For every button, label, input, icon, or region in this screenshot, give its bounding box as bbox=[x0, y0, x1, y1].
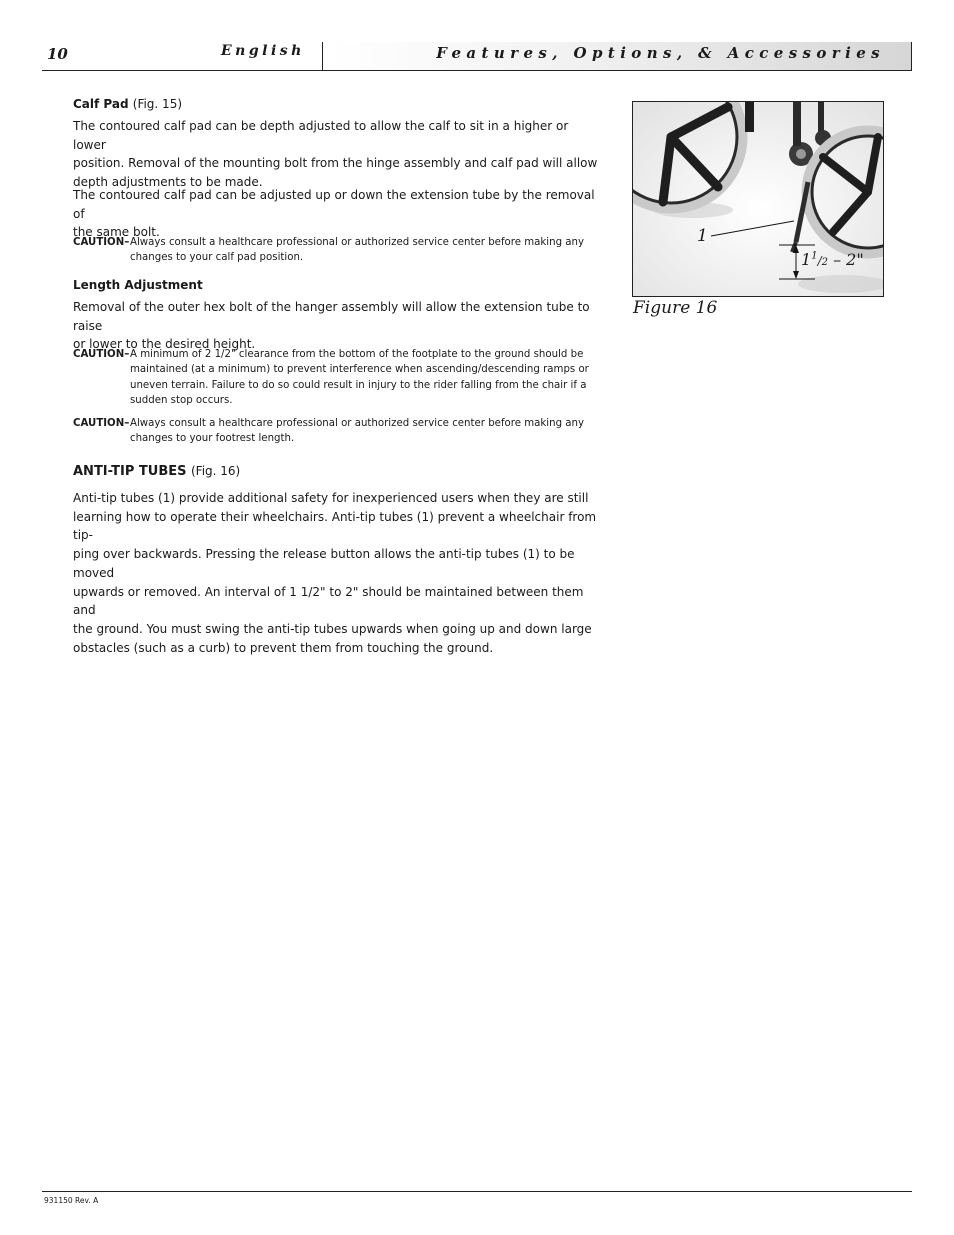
length-adjustment-heading: Length Adjustment bbox=[73, 278, 203, 292]
text-line: changes to your calf pad position. bbox=[130, 252, 304, 264]
calf-pad-paragraph-1 bbox=[73, 117, 603, 192]
dimension-whole: 1 bbox=[801, 250, 812, 269]
anti-tip-section bbox=[73, 463, 603, 480]
text-line: The contoured calf pad can be depth adjusted to allow the calf to sit in a higher or lower bbox=[73, 119, 569, 152]
text-line: or lower to the desired height. bbox=[73, 337, 256, 352]
dimension-numerator: 1 bbox=[811, 250, 818, 262]
section-title: Features, Options, & Accessories bbox=[436, 44, 885, 62]
length-adjustment-section bbox=[73, 277, 603, 293]
dimension-label: $1^1/2 - 2$" bbox=[801, 250, 864, 269]
dimension-denominator: 2 bbox=[821, 257, 828, 268]
text-line: changes to your footrest length. bbox=[130, 433, 295, 445]
calf-pad-paragraph-2 bbox=[73, 186, 603, 242]
caution-clearance bbox=[73, 347, 603, 409]
text-line: maintained (at a minimum) to prevent interference when ascending/descending ramps or bbox=[130, 364, 589, 376]
text-line: uneven terrain. Failure to do so could result in injury to the rider falling from the chair if a bbox=[130, 379, 587, 391]
language-label: English bbox=[221, 43, 305, 59]
text-line: Always consult a healthcare professional or authorized service center before making any bbox=[130, 418, 585, 429]
text-line: depth adjustments to be made. bbox=[73, 175, 263, 190]
text-line: upwards or removed. An interval of 1 1/2" to 2" should be maintained between them and bbox=[73, 584, 584, 618]
text-line: the same bolt. bbox=[73, 225, 160, 240]
footer-rule bbox=[42, 1191, 912, 1192]
figure-16-image bbox=[632, 101, 884, 297]
text-line: Removal of the outer hex bolt of the hanger assembly will allow the extension tube to raise bbox=[73, 300, 590, 333]
text-line: ping over backwards. Pressing the release button allows the anti-tip tubes (1) to be moved bbox=[73, 547, 575, 580]
text-line: learning how to operate their wheelchairs. Anti-tip tubes (1) prevent a wheelchair from tip- bbox=[73, 509, 597, 543]
calf-pad-heading bbox=[73, 96, 603, 112]
dimension-rest: – 2" bbox=[827, 250, 864, 269]
calf-pad-fig-ref: (Fig. 15) bbox=[132, 97, 183, 111]
caution-footrest-length bbox=[73, 416, 603, 447]
text-line: obstacles (such as a curb) to prevent them from touching the ground. bbox=[73, 640, 494, 655]
anti-tip-title: ANTI-TIP TUBES bbox=[73, 464, 187, 479]
caution-label: CAUTION– bbox=[73, 418, 130, 429]
text-line: A minimum of 2 1/2" clearance from the bottom of the footplate to the ground should be bbox=[130, 349, 584, 360]
text-line: the ground. You must swing the anti-tip tubes upwards when going up and down large bbox=[73, 621, 592, 636]
calf-pad-title: Calf Pad bbox=[73, 97, 129, 111]
callout-number: 1 bbox=[697, 226, 708, 246]
figure-caption: Figure 16 bbox=[633, 298, 718, 318]
header-band-edge bbox=[911, 42, 912, 70]
anti-tip-fig-ref: (Fig. 16) bbox=[191, 464, 241, 478]
text-line: Always consult a healthcare professional or authorized service center before making any bbox=[130, 237, 585, 248]
page-number: 10 bbox=[47, 45, 68, 63]
text-line: sudden stop occurs. bbox=[130, 395, 233, 407]
header-rule bbox=[42, 70, 912, 71]
length-adjustment-paragraph bbox=[73, 298, 603, 354]
anti-tip-paragraph bbox=[73, 489, 603, 657]
document-code: 931150 Rev. A bbox=[44, 1196, 99, 1205]
text-line: position. Removal of the mounting bolt from the hinge assembly and calf pad will allow bbox=[73, 156, 598, 171]
caution-label: CAUTION– bbox=[73, 237, 130, 248]
anti-tip-heading bbox=[73, 463, 603, 480]
caution-calf-pad bbox=[73, 235, 603, 266]
header-divider bbox=[322, 42, 323, 70]
text-line: Anti-tip tubes (1) provide additional safety for inexperienced users when they are still bbox=[73, 491, 589, 505]
calf-pad-section bbox=[73, 96, 603, 112]
text-line: The contoured calf pad can be adjusted up or down the extension tube by the removal of bbox=[73, 188, 595, 221]
caution-label: CAUTION– bbox=[73, 349, 130, 360]
